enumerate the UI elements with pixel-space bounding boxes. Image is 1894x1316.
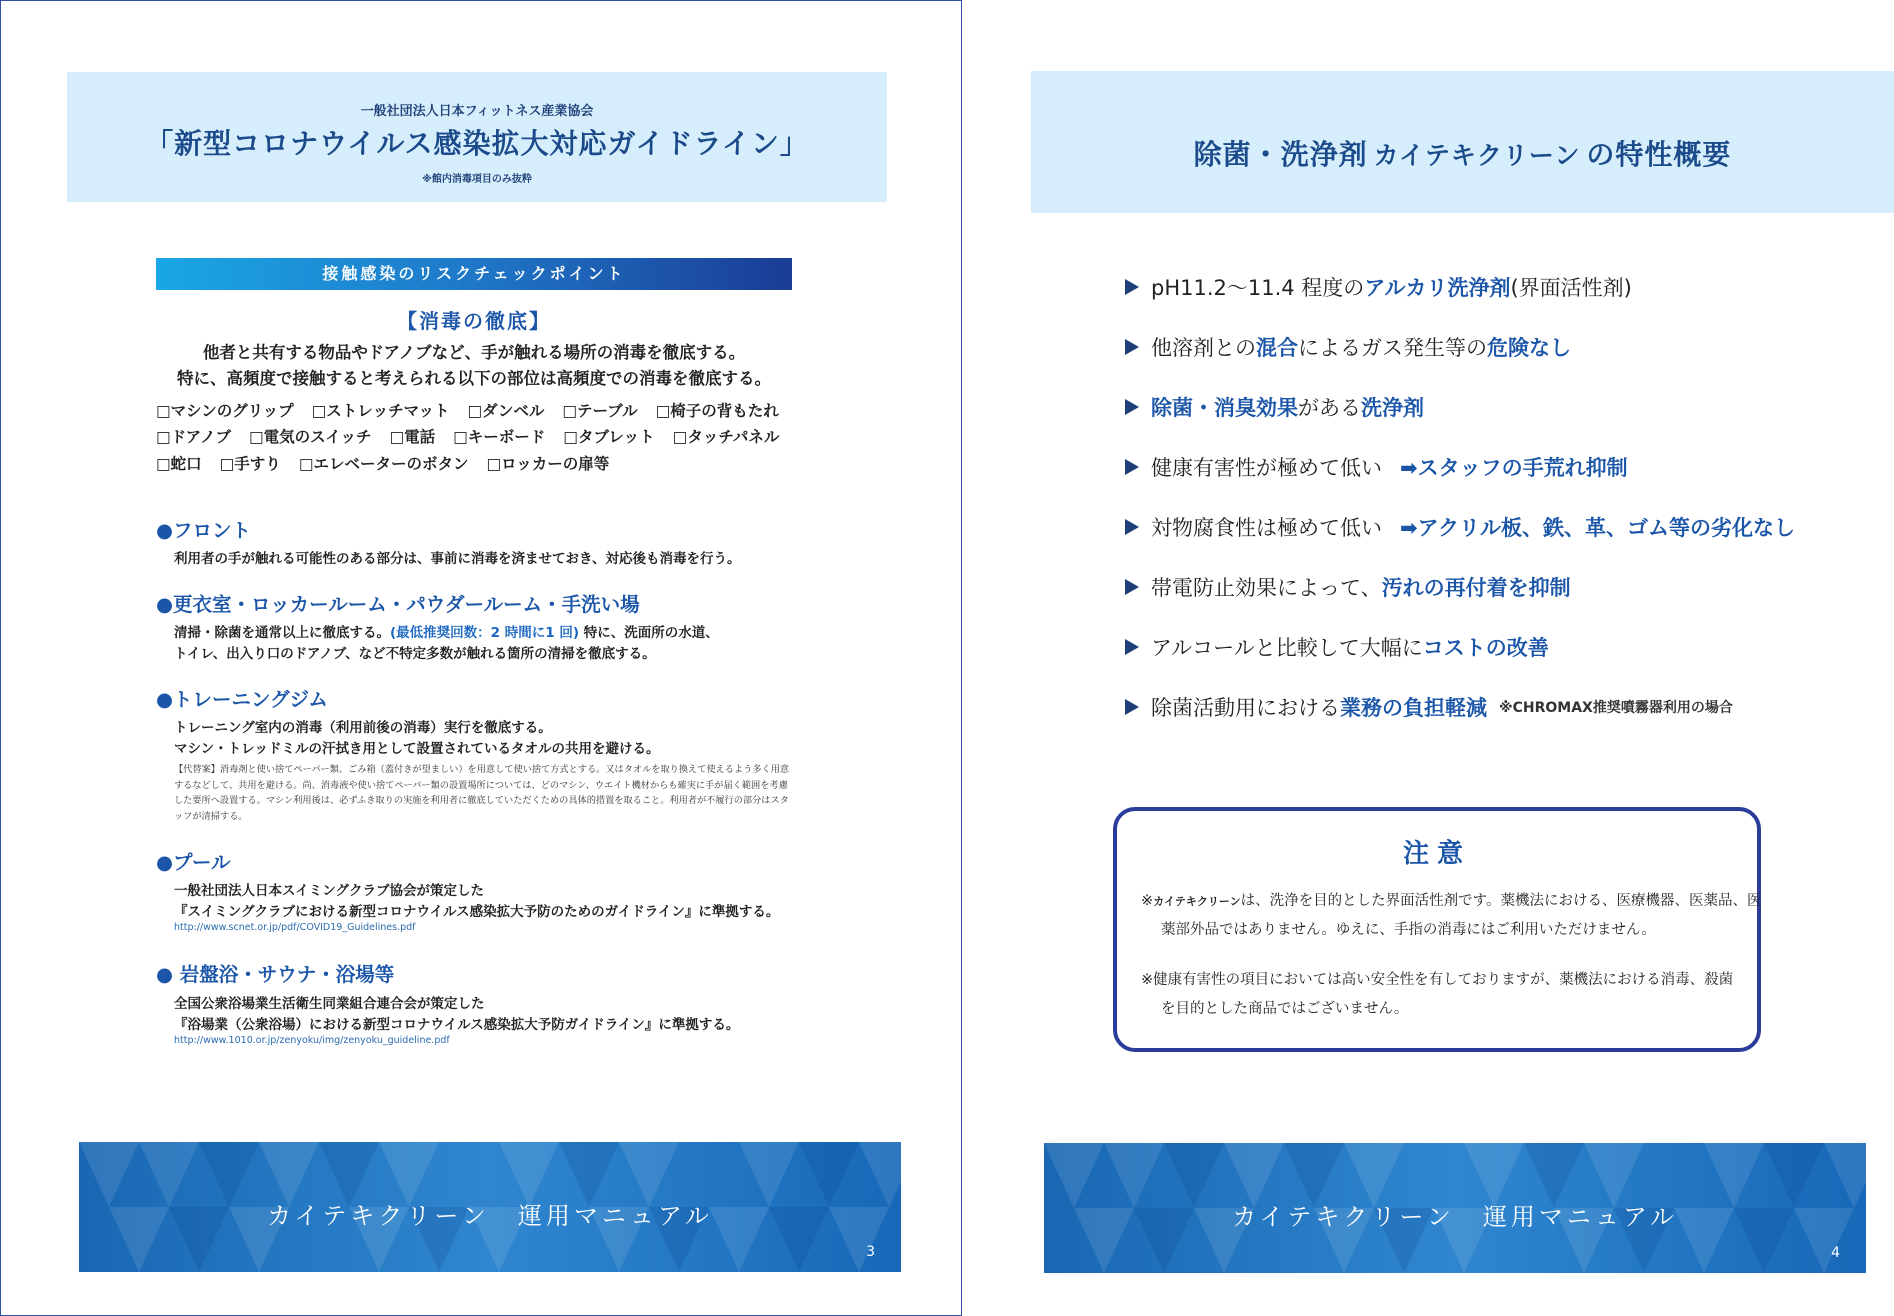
guideline-header [67, 72, 887, 202]
feature-bullet [1125, 332, 1571, 362]
checklist-item: □椅子の背もたれ [655, 402, 779, 420]
checklist-item: □タッチパネル [672, 428, 780, 446]
section-locker-text [174, 621, 719, 641]
bullet-text: pH11.2〜11.4 程度の [1151, 276, 1365, 300]
bullet-highlight: 汚れの再付着を抑制 [1381, 576, 1571, 600]
caution-title: 注意 [1402, 839, 1471, 869]
bullet-highlight: 除菌・消臭効果 [1151, 396, 1298, 420]
bullet-text: 帯電防止効果によって、 [1151, 576, 1382, 600]
manual-footer [79, 1142, 901, 1272]
page-number: 4 [1831, 1245, 1840, 1261]
triangle-bullet-icon [1125, 579, 1139, 595]
caution-line: ※健康有害性の項目においては高い安全性を有しておりますが、薬機法における消毒、殺菌 [1141, 972, 1734, 988]
checklist-item: □マシンのグリップ [156, 402, 294, 420]
bullet-text: (界面活性剤) [1510, 276, 1632, 300]
section-locker-heading: ●更衣室・ロッカールーム・パウダールーム・手洗い場 [156, 593, 640, 616]
characteristics-title [1031, 133, 1894, 173]
section-bath-text-2: 『浴場業（公衆浴場）における新型コロナウイルス感染拡大予防ガイドライン』に準拠する。 [174, 1017, 740, 1033]
bath-guideline-link[interactable]: http://www.1010.or.jp/zenyoku/img/zenyoku_guideline.pdf [174, 1035, 450, 1046]
bullet-text: アルコールと比較して大幅に [1151, 636, 1423, 660]
section-front-heading: ●フロント [156, 519, 252, 542]
product-name: カイテキクリーン [1153, 895, 1241, 908]
checklist-item: □手すり [219, 455, 281, 473]
pool-guideline-link[interactable]: http://www.scnet.or.jp/pdf/COVID19_Guidelines.pdf [174, 922, 416, 933]
title-part-c: の特性概要 [1586, 138, 1732, 171]
locker-text-a: 清掃・除菌を通常以上に徹底する。 [174, 625, 390, 641]
bullet-text: 除菌活動用における [1151, 696, 1340, 720]
feature-bullet [1125, 392, 1424, 422]
section-bath-text-1: 全国公衆浴場業生活衛生同業組合連合会が策定した [174, 996, 485, 1012]
section-gym-text-2: マシン・トレッドミルの汗拭き用として設置されているタオルの共用を避ける。 [174, 741, 660, 757]
section-gym-text-1: トレーニング室内の消毒（利用前後の消毒）実行を徹底する。 [174, 720, 552, 736]
feature-bullet [1125, 632, 1549, 662]
characteristics-header [1031, 71, 1894, 213]
page-4 [962, 0, 1894, 1316]
bullet-highlight: 混合 [1256, 336, 1298, 360]
bullet-highlight: コストの改善 [1422, 636, 1549, 660]
bullet-highlight: 危険なし [1487, 336, 1571, 360]
triangle-bullet-icon [1125, 699, 1139, 715]
section-pool-text-1: 一般社団法人日本スイミングクラブ協会が策定した [174, 883, 484, 899]
checklist-row [156, 452, 856, 474]
intro-line: 他者と共有する物品やドアノブなど、手が触れる場所の消毒を徹底する。 [202, 343, 746, 362]
feature-bullet [1125, 452, 1628, 482]
title-part-a: 除菌・洗浄剤 [1193, 138, 1368, 171]
recommended-frequency: (最低推奨回数：2 時間に1 回) [390, 625, 580, 641]
bullet-text: によるガス発生等の [1298, 336, 1487, 360]
checklist-item: □エレベーターのボタン [298, 455, 469, 473]
triangle-bullet-icon [1125, 519, 1139, 535]
caution-line: を目的とした商品ではございません。 [1161, 1001, 1409, 1017]
excerpt-note: ※館内消毒項目のみ抜粋 [422, 174, 532, 185]
organization-name: 一般社団法人日本フィットネス産業協会 [360, 104, 594, 119]
feature-bullet [1125, 572, 1571, 602]
caution-line [1141, 889, 1761, 910]
checklist-item: □電気のスイッチ [248, 428, 372, 446]
disinfection-title: 【消毒の徹底】 [397, 309, 551, 333]
checklist-item: □ストレッチマット [311, 402, 450, 420]
bullet-highlight: アルカリ洗浄剤 [1364, 276, 1511, 300]
triangle-bullet-icon [1125, 339, 1139, 355]
caution-text: は、洗浄を目的とした界面活性剤です。薬機法における、医療機器、医薬品、医 [1240, 893, 1762, 909]
caution-line: 薬部外品ではありません。ゆえに、手指の消毒にはご利用いただけません。 [1161, 922, 1656, 938]
checklist-item: □蛇口 [156, 455, 202, 473]
bullet-highlight: 業務の負担軽減 [1340, 696, 1487, 720]
checklist-row [156, 425, 856, 447]
bullet-text: 対物腐食性は極めて低い [1151, 516, 1382, 540]
section-bath-heading: ● 岩盤浴・サウナ・浴場等 [156, 963, 395, 986]
caution-box [1113, 807, 1761, 1052]
checklist-item: □ロッカーの扉等 [486, 455, 610, 473]
product-name: カイテキクリーン [1373, 141, 1581, 170]
guideline-title: 「新型コロナウイルス感染拡大対応ガイドライン」 [145, 127, 809, 160]
section-gym-heading: ●トレーニングジム [156, 688, 328, 711]
triangle-bullet-icon [1125, 279, 1139, 295]
section-pool-heading: ●プール [156, 851, 231, 874]
feature-bullet [1125, 692, 1733, 722]
checklist-item: □電話 [389, 428, 436, 446]
checklist-item: □ドアノブ [156, 428, 231, 446]
footer-title: カイテキクリーン 運用マニュアル [1232, 1203, 1678, 1231]
bullet-text: 健康有害性が極めて低い [1151, 456, 1382, 480]
checklist-item: □キーボード [453, 428, 546, 446]
bullet-result: ➡アクリル板、鉄、革、ゴム等の劣化なし [1400, 516, 1795, 540]
bullet-text: がある [1298, 396, 1361, 420]
footer-title: カイテキクリーン 運用マニュアル [267, 1202, 713, 1230]
triangle-bullet-icon [1125, 639, 1139, 655]
section-front-text: 利用者の手が触れる可能性のある部分は、事前に消毒を済ませておき、対応後も消毒を行う。 [174, 551, 741, 567]
manual-footer [1044, 1143, 1866, 1273]
triangle-bullet-icon [1125, 399, 1139, 415]
section-locker-text-2: トイレ、出入り口のドアノブ、など不特定多数が触れる箇所の清掃を徹底する。 [174, 646, 656, 662]
bullet-result: ➡スタッフの手荒れ抑制 [1400, 456, 1628, 480]
section-pool-text-2: 『スイミングクラブにおける新型コロナウイルス感染拡大予防のためのガイドライン』に準拠する。 [174, 904, 780, 920]
bullet-highlight: 洗浄剤 [1361, 396, 1424, 420]
checklist-item: □タブレット [563, 428, 655, 446]
section-gym-alternative: 【代替案】消毒剤と使い捨てペーパー類、ごみ箱（蓋付きが望ましい）を用意して使い捨て方式とする。又はタオルを取り換えて使えるよう多く用意するなどして、共用を避ける。尚、消毒液や使い捨てペーパー類の設置場所については、どのマシン、ウエイト機材からも確実に手が届く範囲を考慮した要所へ設置する。マシン利用後は、必ずふき取りの実施を利用者に徹底していただくための具体的措置を取ること。利用者が不履行の部分はスタッフが清掃する。 [174, 764, 790, 822]
checklist-item: □テーブル [562, 402, 638, 420]
risk-checkpoint-bar: 接触感染のリスクチェックポイント [156, 258, 792, 290]
checklist-row [156, 399, 856, 421]
page-number: 3 [866, 1244, 875, 1260]
bullet-note: ※CHROMAX推奨噴霧器利用の場合 [1499, 700, 1733, 716]
checklist-item: □ダンベル [467, 402, 545, 420]
feature-bullet [1125, 272, 1632, 302]
feature-bullet [1125, 512, 1795, 542]
triangle-bullet-icon [1125, 459, 1139, 475]
caution-mark: ※ [1141, 893, 1154, 909]
bullet-text: 他溶剤との [1151, 336, 1256, 360]
intro-line: 特に、高頻度で接触すると考えられる以下の部位は高頻度での消毒を徹底する。 [177, 369, 771, 388]
locker-text-b: 特に、洗面所の水道、 [579, 625, 719, 641]
